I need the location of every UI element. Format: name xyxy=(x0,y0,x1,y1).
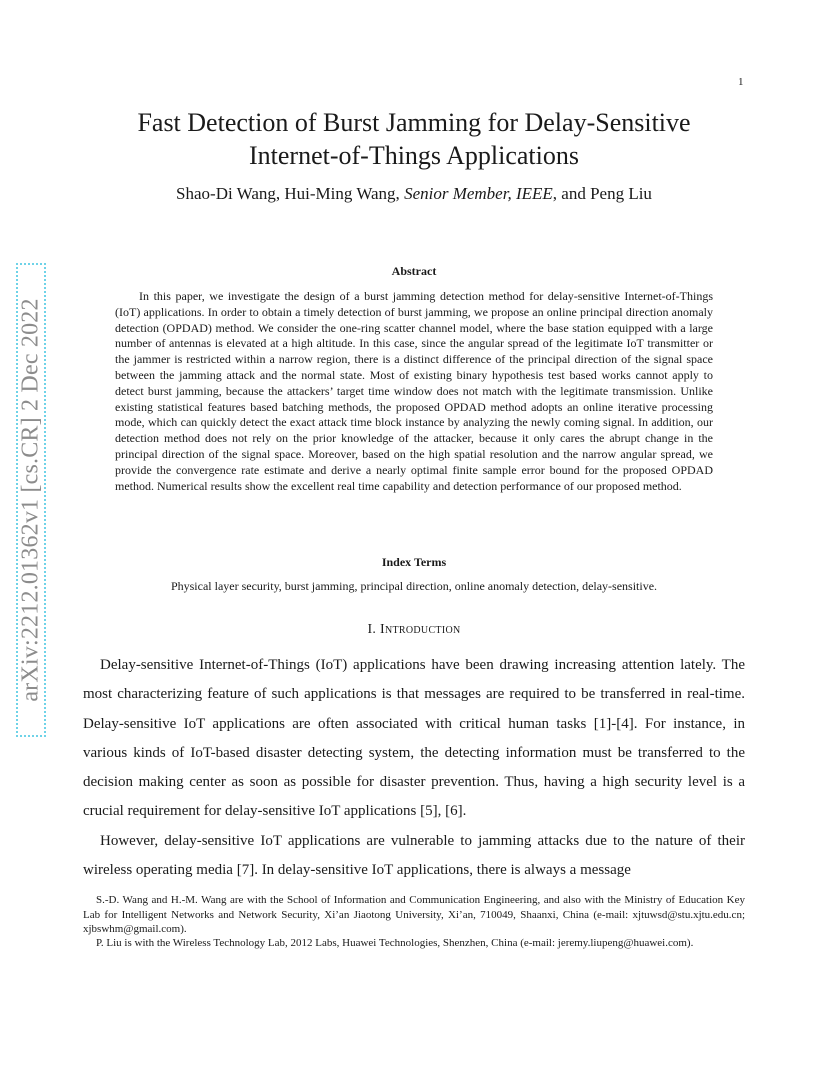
index-terms-heading: Index Terms xyxy=(381,555,447,569)
author-list xyxy=(0,184,828,204)
intro-paragraph-2: However, delay-sensitive IoT applications are vulnerable to jamming attacks due to the nature of their wireless operating media [7]. In delay-sensitive IoT applications, there is always a message xyxy=(83,833,745,879)
arxiv-stamp[interactable] xyxy=(16,263,46,737)
intro-paragraph-1: Delay-sensitive Internet-of-Things (IoT) applications have been drawing increasing attention lately. The most characterizing feature of such applications is that messages are required to be transferred in real-time. Delay-sensitive IoT applications are often associated with critical human tasks [1]-[4]. For instance, in various kinds of IoT-based disaster detecting system, the detecting information must be transferred to the decision making center as soon as possible for disaster prevention. Thus, having a high security level is a crucial requirement for delay-sensitive IoT applications [5], [6]. xyxy=(83,657,745,820)
author-membership: Senior Member, IEEE xyxy=(404,184,553,203)
author-names: Shao-Di Wang, Hui-Ming Wang, xyxy=(176,184,405,203)
footnote-affiliation-2: P. Liu is with the Wireless Technology Lab, 2012 Labs, Huawei Technologies, Shenzhen, China (e-mail: jeremy.liupeng@huawei.com). xyxy=(96,937,694,949)
section-number: I. xyxy=(367,622,381,637)
arxiv-identifier: arXiv:2212.01362v1 [cs.CR] 2 Dec 2022 xyxy=(17,298,44,702)
paper-title xyxy=(0,106,828,172)
abstract-text: In this paper, we investigate the design of a burst jamming detection method for delay-sensitive Internet-of-Things (IoT) applications. In order to obtain a timely detection of burst jamming, we propose an online principal direction anomaly detection (OPDAD) method. We consider the one-ring scatter channel model, where the base station equipped with a large number of antennas is elevated at a high altitude. In this case, since the angular spread of the legitimate IoT transmitter or the jammer is restricted within a narrow region, there is a distinct difference of the principal direction of the signal space between the jamming attack and the normal state. Most of existing binary hypothesis test based works cannot apply to detect burst jamming, because the attackers’ target time window does not match with the legitimate transmission. Unlike existing statistical features based batching methods, the proposed OPDAD method adopts an online iterative processing mode, which can quickly detect the exact attack time block instance by analyzing the newly coming signal. In addition, our detection method does not rely on the prior knowledge of the attacker, because it only cares the abrupt change in the principal direction of the signal space. Moreover, based on the high spatial resolution and the narrow angular spread, we provide the convergence rate estimate and derive a nearly optimal finite sample error bound for the proposed OPDAD method. Numerical results show the excellent real time capability and detection performance of our proposed method. xyxy=(115,289,713,493)
paper-title-line-2: Internet-of-Things Applications xyxy=(249,141,579,170)
index-terms-text: Physical layer security, burst jamming, principal direction, online anomaly detection, delay-sensitive. xyxy=(170,579,658,593)
footnote-affiliation-1: S.-D. Wang and H.-M. Wang are with the School of Information and Communication Engineering, and also with the Ministry of Education Key Lab for Intelligent Networks and Network Security, Xi’an Jiaotong University, Xi’an, 710049, Shaanxi, China (e-mail: xjtuwsd@stu.xjtu.edu.cn; xjbswhm@gmail.com). xyxy=(83,894,745,936)
author-names-rest: , and Peng Liu xyxy=(552,184,652,203)
page-number: 1 xyxy=(738,76,744,88)
section-title: Introduction xyxy=(380,622,461,637)
paper-title-line-1: Fast Detection of Burst Jamming for Delay-Sensitive xyxy=(137,108,691,137)
section-heading-introduction xyxy=(0,622,828,638)
abstract-heading: Abstract xyxy=(391,264,437,278)
